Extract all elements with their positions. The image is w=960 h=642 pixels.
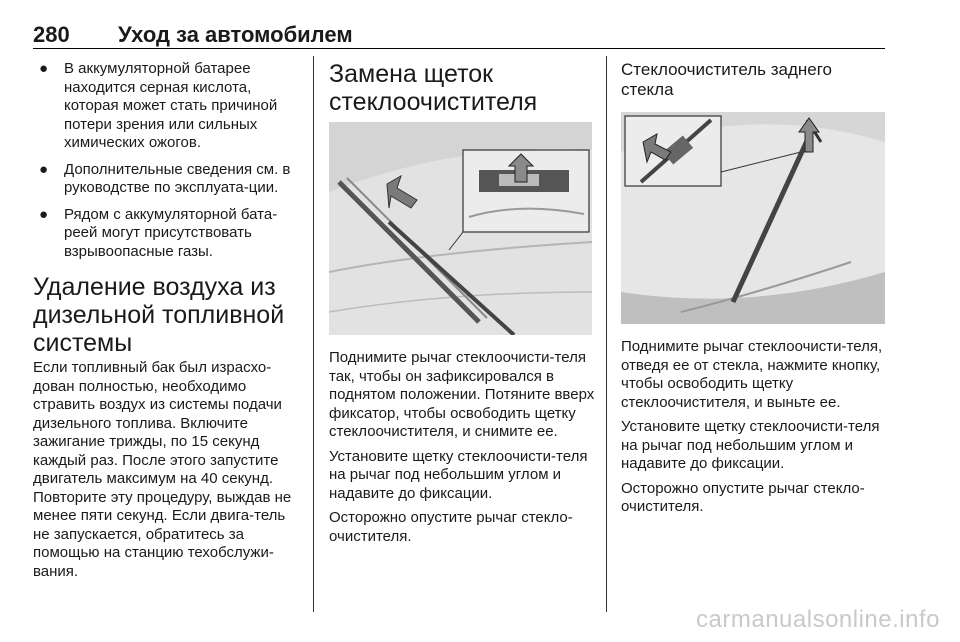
page-header: [33, 8, 885, 49]
column-divider: [606, 56, 607, 612]
page-title: Уход за автомобилем: [118, 22, 353, 47]
watermark: carmanualsonline.info: [696, 606, 940, 633]
column-divider: [313, 56, 314, 612]
rear-wiper-illustration: [621, 112, 885, 324]
section-heading: Стеклоочиститель заднего стекла: [621, 60, 833, 99]
section-heading: Удаление воздуха из дизельной топливной системы: [33, 273, 285, 357]
warning-list: [33, 60, 301, 261]
bullet-icon: ●: [39, 160, 49, 178]
section-paragraph: Если топливный бак был израсхо-дован полностью, необходимо стравить воздух из системы подачи дизельного топлива. Включите зажигание трижды, по 15 секунд каждый раз. После этого запустите двигатель максимум на 40 секунд. Повторите эту процедуру, выждав не менее пяти секунд. Если двига-тель не запускается, обратитесь за помощью на станцию техобслужи-вания.: [33, 359, 292, 580]
column-middle: [329, 60, 595, 552]
section-heading: Замена щеток стеклоочистителя: [329, 60, 538, 116]
section-paragraph: Осторожно опустите рычаг стекло-очистителя.: [329, 509, 573, 545]
section-paragraph: Поднимите рычаг стеклоочисти-теля так, чтобы он зафиксировался в поднятом положении. Потяните вверх фиксатор, чтобы освободить щетку стеклоочистителя, и снимите ее.: [329, 349, 595, 440]
page-number: 280: [33, 22, 70, 47]
column-right: [621, 60, 886, 523]
section-paragraph: Установите щетку стеклоочисти-теля на рычаг под небольшим углом и надавите до фиксации.: [621, 418, 880, 472]
windshield-wiper-illustration: [329, 122, 592, 335]
column-left: [33, 60, 301, 587]
list-item: [33, 161, 301, 198]
section-paragraph: Поднимите рычаг стеклоочисти-теля, отведя ее от стекла, нажмите кнопку, чтобы освободить щетку стеклоочистителя, и выньте ее.: [621, 338, 883, 411]
list-item: [33, 60, 301, 153]
list-item-text: В аккумуляторной батарее находится серная кислота, которая может стать причиной потери зрения или сильных химических ожогов.: [64, 60, 278, 151]
list-item-text: Дополнительные сведения см. в руководстве по эксплуата-ции.: [64, 160, 291, 196]
list-item-text: Рядом с аккумуляторной бата-реей могут присутствовать взрывоопасные газы.: [64, 205, 278, 260]
bullet-icon: ●: [39, 60, 49, 77]
list-item: [33, 206, 301, 262]
section-paragraph: Осторожно опустите рычаг стекло-очистителя.: [621, 479, 865, 515]
section-paragraph: Установите щетку стеклоочисти-теля на рычаг под небольшим углом и надавите до фиксации.: [329, 447, 588, 502]
bullet-icon: ●: [39, 205, 49, 223]
